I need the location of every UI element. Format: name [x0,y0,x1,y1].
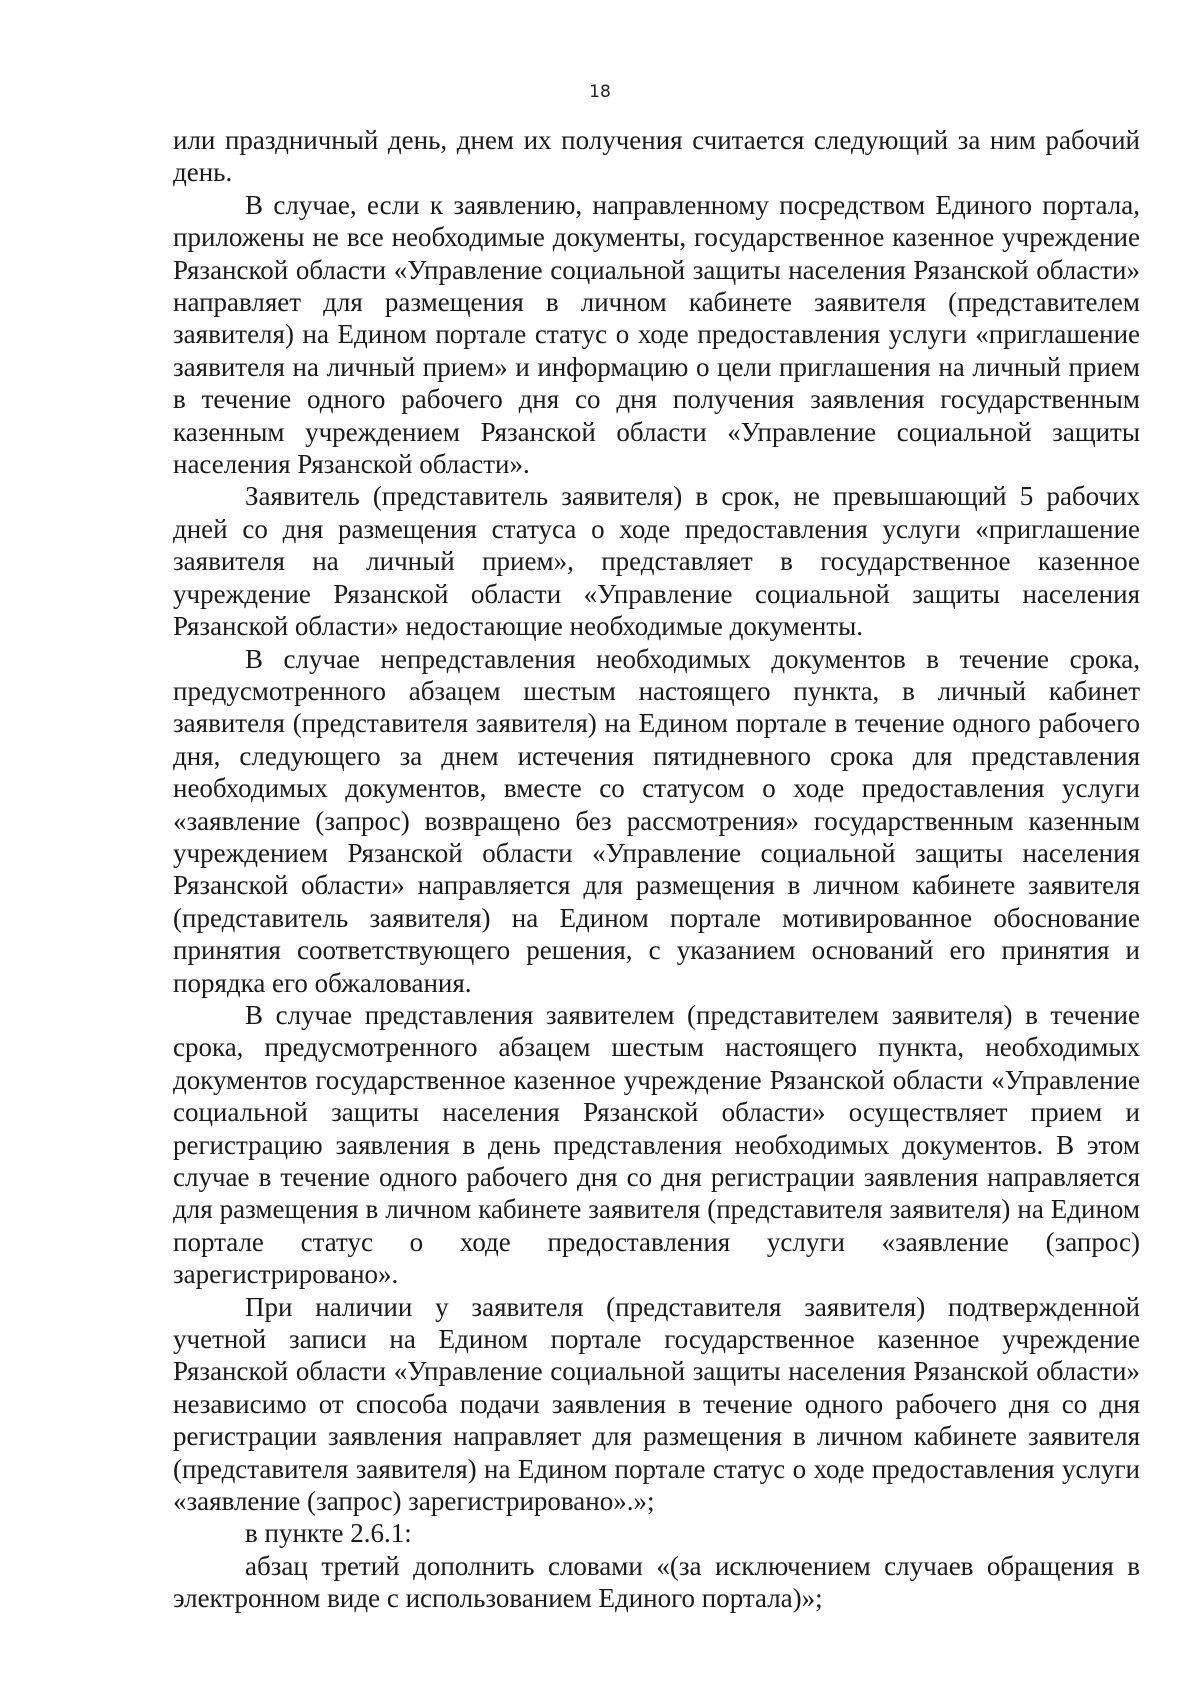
paragraph-verified-account: При наличии у заявителя (представителя заявителя) подтвержденной учетной записи на Едином портале государственное казенное учреждение Рязанской области «Управление социальной защиты населения Рязанской области» независимо от способа подачи заявления в течение одного рабочего дня со дня регистрации заявления направляет для размещения в личном кабинете заявителя (представителя заявителя) на Едином портале статус о ходе предоставления услуги «заявление (запрос) зарегистрировано».»; [173,1291,1140,1517]
document-body [173,124,1140,1615]
paragraph-applicant-deadline: Заявитель (представитель заявителя) в срок, не превышающий 5 рабочих дней со дня размещения статуса о ходе предоставления услуги «приглашение заявителя на личный прием», представляет в государственное казенное учреждение Рязанской области «Управление социальной защиты населения Рязанской области» недостающие необходимые документы. [173,481,1140,642]
paragraph-submission-registration: В случае представления заявителем (представителем заявителя) в течение срока, предусмотренного абзацем шестым настоящего пункта, необходимых документов государственное казенное учреждение Рязанской области «Управление социальной защиты населения Рязанской области» осуществляет прием и регистрацию заявления в день представления необходимых документов. В этом случае в течение одного рабочего дня со дня регистрации заявления направляется для размещения в личном кабинете заявителя (представителя заявителя) на Едином портале статус о ходе предоставления услуги «заявление (запрос) зарегистрировано». [173,999,1140,1290]
paragraph-third-abstract-addition: абзац третий дополнить словами «(за исключением случаев обращения в электронном виде с использованием Единого портала)»; [173,1550,1140,1614]
page-number: 18 [589,82,611,102]
paragraph-non-submission: В случае непредставления необходимых документов в течение срока, предусмотренного абзацем шестым настоящего пункта, в личный кабинет заявителя (представителя заявителя) на Едином портале в течение одного рабочего дня, следующего за днем истечения пятидневного срока для представления необходимых документов, вместе со статусом о ходе предоставления услуги «заявление (запрос) возвращено без рассмотрения» государственным казенным учреждением Рязанской области «Управление социальной защиты населения Рязанской области» направляется для размещения в личном кабинете заявителя (представитель заявителя) на Едином портале мотивированное обоснование принятия соответствующего решения, с указанием оснований его принятия и порядка его обжалования. [173,643,1140,998]
paragraph-continuation: или праздничный день, днем их получения считается следующий за ним рабочий день. [173,125,1140,188]
paragraph-clause-2-6-1: в пункте 2.6.1: [245,1518,412,1549]
paragraph-incomplete-documents: В случае, если к заявлению, направленному посредством Единого портала, приложены не все необходимые документы, государственное казенное учреждение Рязанской области «Управление социальной защиты населения Рязанской области» направляет для размещения в личном кабинете заявителя (представителем заявителя) на Едином портале статус о ходе предоставления услуги «приглашение заявителя на личный прием» и информацию о цели приглашения на личный прием в течение одного рабочего дня со дня получения заявления государственным казенным учреждением Рязанской области «Управление социальной защиты населения Рязанской области». [173,189,1140,480]
